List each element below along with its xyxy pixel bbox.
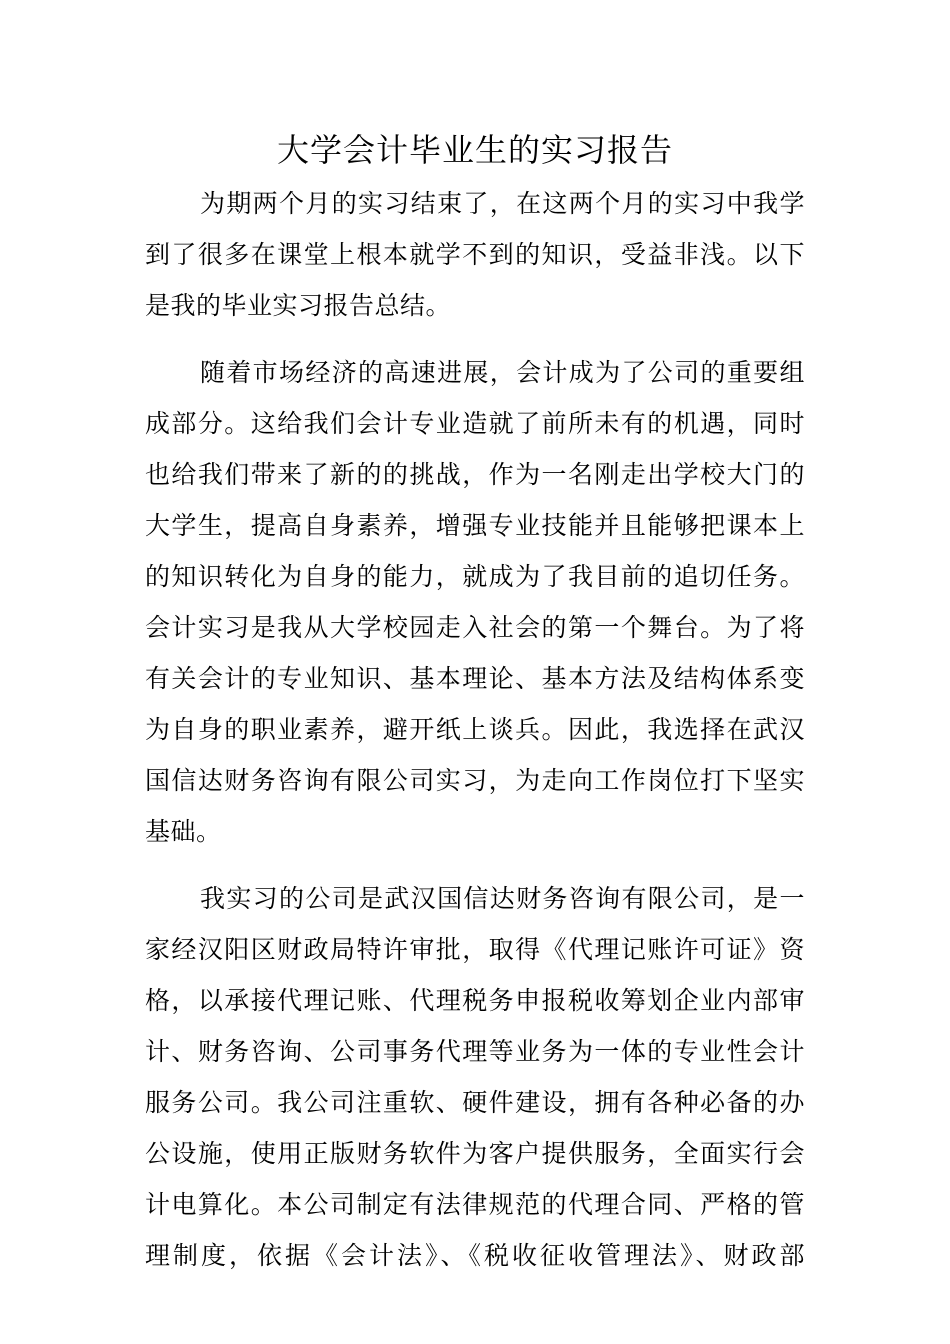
paragraph-3-line-7: 计电算化。本公司制定有法律规范的代理合同、严格的管 [145, 1190, 805, 1219]
paragraph-3-line-3: 格，以承接代理记账、代理税务申报税收筹划企业内部审 [145, 986, 805, 1015]
paragraph-3-line-4: 计、财务咨询、公司事务代理等业务为一体的专业性会计 [145, 1037, 805, 1066]
paragraph-3-line-1: 我实习的公司是武汉国信达财务咨询有限公司，是一 [200, 884, 805, 913]
paragraph-2-line-7: 有关会计的专业知识、基本理论、基本方法及结构体系变 [145, 664, 805, 693]
paragraph-1-line-3: 是我的毕业实习报告总结。 [145, 291, 452, 320]
paragraph-3-line-8: 理制度，依据《会计法》、《税收征收管理法》、财政部 [145, 1241, 805, 1270]
document-body [145, 178, 805, 1281]
paragraph-2-line-3: 也给我们带来了新的的挑战，作为一名刚走出学校大门的 [145, 460, 805, 489]
document-title: 大学会计毕业生的实习报告 [276, 131, 673, 169]
paragraph-3-line-2: 家经汉阳区财政局特许审批，取得《代理记账许可证》资 [145, 935, 805, 964]
paragraph-3-line-6: 公设施，使用正版财务软件为客户提供服务，全面实行会 [145, 1139, 805, 1168]
paragraph-2-line-2: 成部分。这给我们会计专业造就了前所未有的机遇，同时 [145, 409, 805, 438]
paragraph-2-line-9: 国信达财务咨询有限公司实习，为走向工作岗位打下坚实 [145, 766, 805, 795]
paragraph-gap [145, 857, 805, 873]
paragraph-2-line-6: 会计实习是我从大学校园走入社会的第一个舞台。为了将 [145, 613, 805, 642]
paragraph-2-line-1: 随着市场经济的高速进展，会计成为了公司的重要组 [200, 358, 805, 387]
paragraph-3-line-5: 服务公司。我公司注重软、硬件建设，拥有各种必备的办 [145, 1088, 805, 1117]
paragraph-1-line-2: 到了很多在课堂上根本就学不到的知识，受益非浅。以下 [145, 240, 805, 269]
paragraph-gap [145, 331, 805, 347]
paragraph-2-line-8: 为自身的职业素养，避开纸上谈兵。因此，我选择在武汉 [145, 715, 805, 744]
paragraph-2-line-10: 基础。 [145, 817, 222, 846]
paragraph-1-line-1: 为期两个月的实习结束了，在这两个月的实习中我学 [200, 189, 805, 218]
paragraph-2-line-5: 的知识转化为自身的能力，就成为了我目前的追切任务。 [145, 562, 805, 591]
paragraph-2-line-4: 大学生，提高自身素养，增强专业技能并且能够把课本上 [145, 511, 805, 540]
